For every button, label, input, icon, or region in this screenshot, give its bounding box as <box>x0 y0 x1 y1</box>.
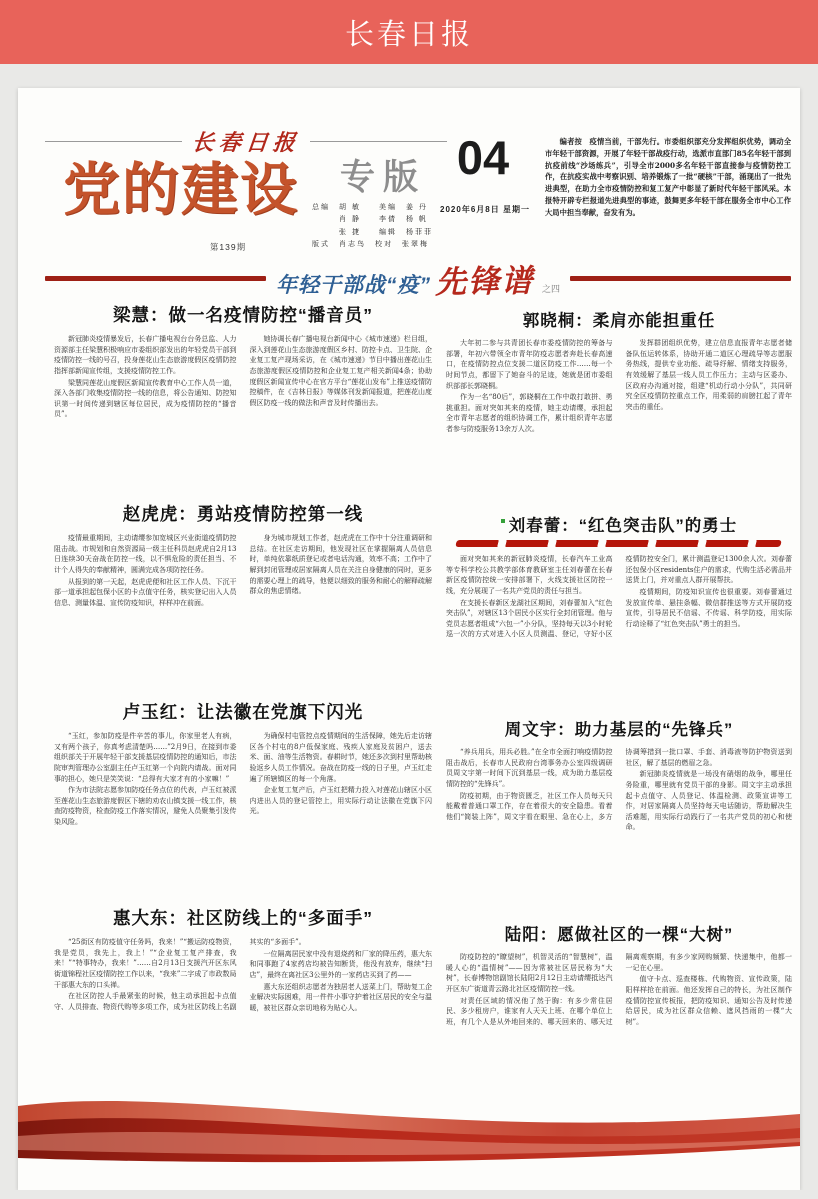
article-headline: 郭晓桐：柔肩亦能担重任 <box>522 312 716 330</box>
article-body: “玉红，参加防疫是件辛苦的事儿，你家里老人有病，又有两个孩子，你真考虑清楚吗……”2月9日，在接到市委组织部关于开展年轻干部支援基层疫情防控的通知后，市法院审判管理办公室副主任卢玉红第一个向院内请战。面对同事的担心，她只是笑笑说：“总得有大家才有的小家嘛！” 作为市法院志愿参加防疫任务点位的代表，卢玉红被派至莲花山生态旅游度假区下辖的劝农山镇支援一线工作，核查防疫物资，检查防疫工作落实情况，避免人员聚集引发传染风险。 为确保村屯管控点疫情期间的生活保障，她先后走访辖区各个村屯的8户低保家庭、残疾人家庭及贫困户，送去米、面、油等生活物资。春耕时节，她还多次到村里帮助核验返乡人员工作情况。奋战在防疫一线的日子里，卢玉红走遍了所辖镇区的每一个角落。 企业复工复产后，卢玉红把精力投入对莲花山辖区小区内进出人员的登记管控上，用实际行动让法徽在党旗下闪光。 <box>54 732 432 826</box>
background-gap <box>0 1190 818 1199</box>
section-title: 党的建设 <box>63 158 299 222</box>
article-lianghui <box>54 302 432 487</box>
article-zhaohuhu <box>54 501 432 685</box>
red-wave-ribbon <box>18 1092 800 1164</box>
article-headline: 周文宇：助力基层的“先锋兵” <box>504 721 734 739</box>
publication-date: 2020年6月8日 星期一 <box>440 205 530 214</box>
issue-number: 第139期 <box>209 242 247 252</box>
staff-credits: 总编 胡 敏 美编 姜 丹 肖 静 李倩 杨 帆 张 捷 编辑 杨菲菲 版式 肖志鸟 校对 张翠梅 <box>312 204 433 248</box>
article-huidadong <box>54 905 432 1119</box>
paper-script-logo: 长春日报 <box>190 130 302 156</box>
article-body: “养兵用兵，用兵必胜。”在全市全面打响疫情防控阻击战后，长春市人民政府台湾事务办公室四级调研员周文宇第一时间下沉到基层一线，成为助力基层疫情防控的“先锋兵”。 防疫初期，由于物资匮乏，社区工作人员每天只能戴着普通口罩工作，存在着很大的安全隐患。看着他们“简装上阵”，周文宇看在眼里、急在心上，多方协调筹措到一批口罩、手套、消毒液等防护物资送到社区，解了基层的燃眉之急。 新冠肺炎疫情就是一场没有硝烟的战争，哪里任务险重，哪里就有党员干部的身影。周文宇主动承担起卡点值守、人员登记、体温检测、政策宣讲等工作，对居家隔离人员坚持每天电话随访，帮助解决生活难题，用实际行动践行了一名共产党员的初心和使命。 <box>446 748 792 832</box>
article-guoxiaotong <box>446 307 792 498</box>
banner-title-blue: 年轻干部战“疫” <box>276 273 431 297</box>
section-subtitle: 专版 <box>340 158 427 197</box>
article-zhouwenyu <box>446 716 792 907</box>
article-luyuhong <box>54 699 432 891</box>
banner-title <box>266 256 570 301</box>
series-banner <box>45 258 791 301</box>
article-body: 防疫防控的“瞭望树”，机智灵活的“智慧树”，温暖人心的“温情树”——因为常被社区居民称为“大树”，长春博物馆副馆长陆阳2月12日主动请缨抵达汽开区东广街道青云路北社区疫情防控一线。 对责任区域的情况他了然于胸：有多少常住居民、多少租房户，谁家有人天天上班、在哪个单位上班，有几个人是从外地回来的、哪天回来的、哪天过隔离观察期，有多少家网购频繁、快递集中，他都一一记在心里。 值守卡点、巡查楼栋、代购物资、宣传政策，陆阳样样抢在前面。他还发挥自己的特长，为社区制作疫情防控宣传板报，把防疫知识、通知公告及时传递给居民，成为社区群众信赖、遮风挡雨的一棵“大树”。 <box>446 953 792 1026</box>
newspaper-page[interactable] <box>18 88 800 1190</box>
article-headline: 刘春蕾：“红色突击队”的勇士 <box>446 512 792 536</box>
banner-rule-left <box>45 276 266 281</box>
article-body: 大年初二参与共青团长春市委疫情防控的筹备与部署，年初六带领全市青年防疫志愿者奔赴长春高速口，在疫情防控点位支援二道区防疫工作……每一个时间节点，都留下了她奋斗的足迹，她就是团市委组织部部长郭晓桐。 作为一名“80后”，郭晓桐在工作中敢打敢拼、勇挑重担。面对突如其来的疫情，她主动请缨，承担起全市青年志愿者的组织协调工作，累计组织青年志愿者参与防疫服务13余万人次。 发挥群团组织优势，建立信息直报青年志愿者储备队伍运转体系，协助开通二道区心理疏导等志愿服务热线，提供专业功能、疏导纾解、情绪支持服务，有效缓解了基层一线人员工作压力；主动与区委办、区政府办沟通对接，组建“机动行动小分队”，共同研究全区疫情防控重点工作，用柔弱的肩膀扛起了青年突击的重任。 <box>446 339 792 433</box>
page-number: 04 <box>456 131 510 184</box>
article-group-left <box>54 302 432 1133</box>
red-marker-underline <box>456 540 783 547</box>
article-body: 疫情最重期间，主动请缨参加宽城区兴业街道疫情防控阻击战。市规划和自然资源局一级主任科员赵虎虎自2月13日连续30天奋战在防控一线，以不惧危险的责任担当、不计个人得失的奉献精神，圆满完成各项防控任务。 从报到的第一天起，赵虎虎便和社区工作人员、下沉干部一道承担起包保小区的卡点值守任务，核实登记出入人员信息、测量体温、宣传防疫知识，样样冲在前面。 身为城市规划工作者，赵虎虎在工作中十分注重调研和总结。在社区走访期间，他发现社区在掌握隔离人员信息时，单纯依靠纸质登记或者电话沟通，效率不高；工作中了解到封闭管理或居家隔离人员在关注自身健康的同时，更多的需要心理上的疏导，他便以细致的服务和耐心的解释疏解群众的焦虑情绪。 <box>54 534 432 607</box>
masthead-rule-right <box>310 141 447 142</box>
article-liuchunlei <box>446 512 792 702</box>
article-body: 面对突如其来的新冠肺炎疫情，长春汽车工业高等专科学校公共教学部体育教研室主任刘春蕾在长春新区疫情防控统一安排部署下，火线支援社区防控一线，充分展现了一名共产党员的责任与担当。 在支援长春新区龙湖社区期间，刘春蕾加入“红色突击队”，对辖区13个居民小区实行全封闭管理。他与党员志愿者组成“六包一”小分队，坚持每天以3小时轮巡一次的方式对进入小区人员测温、登记，守好小区疫情防控安全门，累计测温登记1300余人次。刘春蕾还包保小区residents住户的需求，代购生活必需品并送货上门，并对重点人群开展帮扶。 疫情期间，防疫知识宣传也很重要。刘春蕾通过发放宣传单、悬挂条幅、微信群推送等方式开展防疫宣传，引导居民不信谣、不传谣、科学防疫，用实际行动诠释了“红色突击队”勇士的担当。 <box>446 555 792 639</box>
article-headline: 陆阳：愿做社区的一棵“大树” <box>504 926 734 944</box>
article-headline: 梁慧：做一名疫情防控“播音员” <box>113 305 373 325</box>
article-headline: 卢玉红：让法徽在党旗下闪光 <box>122 702 364 722</box>
article-body: 新冠肺炎疫情暴发后，长春广播电视台台务总监、人力资源部主任梁慧积极响应市委组织部发出的年轻党员干部到疫情防控一线的号召，投身莲花山生态旅游度假区疫情防控指挥部新闻宣传组，支援疫情防控工作。 梁慧同莲花山度假区新闻宣传教育中心工作人员一道，深入各部门收集疫情防控一线的信息，将公告通知、防控知识第一时间传递到辖区每位居民，成为疫情防控的“播音员”。 她协调长春广播电视台新闻中心《城市速递》栏目组，深入到莲花山生态旅游度假区乡村、防控卡点、卫生院、企业复工复产现场采访，在《城市速递》节目中播出莲花山生态旅游度假区疫情防控和企业复工复产相关新闻4条；协助度假区新闻宣传中心在官方平台“莲花山发布”上推送疫情防控稿件，在《吉林日报》等媒体刊发新闻报道，把莲花山度假区防疫一线的做法和声音及时传播出去。 <box>54 335 432 419</box>
article-headline: 惠大东：社区防线上的“多面手” <box>113 908 373 928</box>
banner-rule-right <box>570 276 791 281</box>
article-group-right <box>446 307 792 1116</box>
app-header-bar <box>0 0 818 64</box>
banner-title-red: 先锋谱 <box>434 262 535 301</box>
green-mark-icon <box>501 519 505 523</box>
article-body: “25街区有防疫值守任务吗，我来！”“搬运防疫物资，我是党员，我先上，我上！”“企业复工复产排查，我来！”“特事特办，我来！”……自2月13日支援汽开区东风街道锦程社区疫情防控工作以来，“我来”二字成了市政数局干部惠大东的口头禅。 在社区防控人手最紧张的时候，他主动承担起卡点值守、人员排查、物资代购等多项工作，成为社区防线上名副其实的“多面手”。 一位隔离居民家中没有退烧药和厂家的降压药，惠大东和同事跑了4家药店均被告知断货，他没有放弃，继续“扫店”，最终在离社区3公里外的一家药店买到了药—— 惠大东还组织志愿者为独居老人送菜上门，帮助复工企业解决实际困难，用一件件小事守护着社区居民的安全与温暖，被社区群众亲切地称为贴心人。 <box>54 938 432 1012</box>
article-luyang <box>446 921 792 1102</box>
banner-series-tag: 之四 <box>542 283 561 294</box>
masthead-rule-left <box>45 141 182 142</box>
app-title: 长春日报 <box>344 18 473 51</box>
editor-note: 编者按 疫情当前，干部先行。市委组织部充分发挥组织优势，调动全市年轻干部资源，开展了年轻干部战疫行动，选派市直部门85名年轻干部到抗疫前线“沙场练兵”，引导全市2000多名年轻干部直接参与疫情防控工作，在抗疫实战中考察识别、培养锻炼了一批“硬核”干部，涌现出了一批先进典型，在助力全市疫情防控和复工复产中彰显了新时代年轻干部风采。本报特开辟专栏报道先进典型的事迹，鼓舞更多年轻干部在服务全市中心工作大局中担当奉献，奋发有为。 <box>545 137 791 217</box>
article-headline: 赵虎虎：勇站疫情防控第一线 <box>122 504 364 524</box>
